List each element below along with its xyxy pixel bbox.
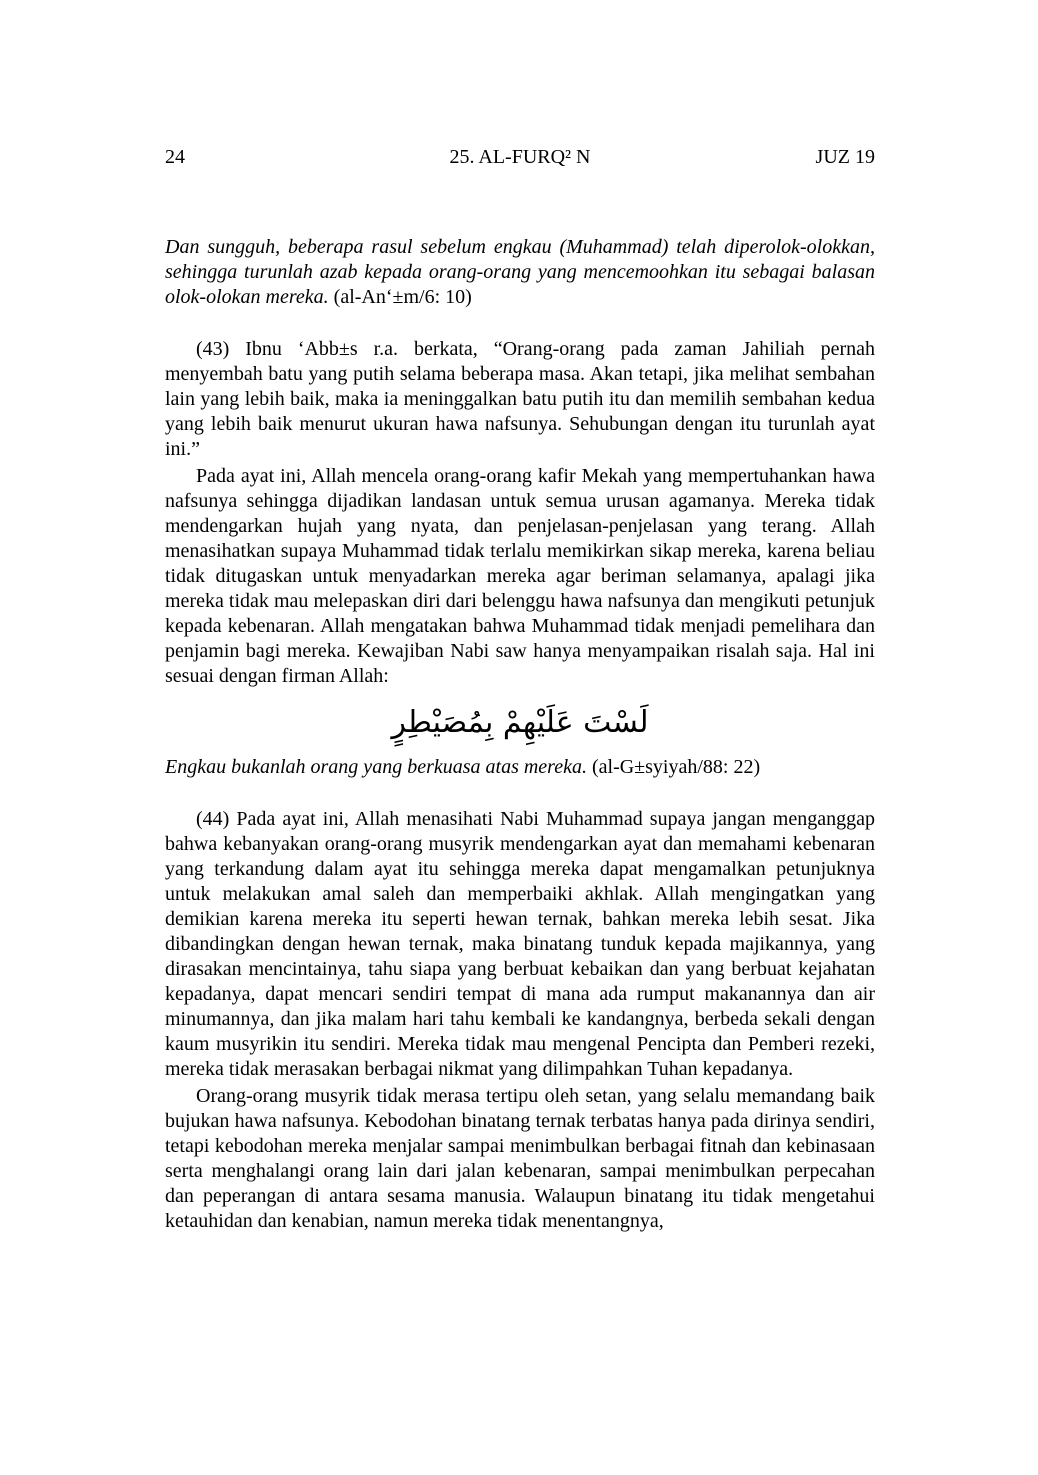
quote-translation-2 — [165, 755, 875, 780]
paragraph-44: (44) Pada ayat ini, Allah menasihati Nabi Muhammad supaya jangan menganggap bahwa kebanyakan orang-orang musyrik mendengarkan ayat dan memahami kebenaran yang terkandung dalam ayat itu sehingga mereka dapat mengamalkan petunjuknya untuk melakukan amal saleh dan memperbaiki akhlak. Allah mengingatkan yang demikian karena mereka itu seperti hewan ternak, bahkan mereka lebih sesat. Jika dibandingkan dengan hewan ternak, maka binatang tunduk kepada majikannya, yang dirasakan mencintainya, tahu siapa yang berbuat kebaikan dan yang berbuat kejahatan kepadanya, dapat mencari sendiri tempat di mana ada rumput makanannya dan air minumannya, dan jika malam hari tahu kembali ke kandangnya, berbeda sekali dengan kaum musyrikin itu sendiri. Mereka tidak mau mengenal Pencipta dan Pemberi rezeki, mereka tidak merasakan berbagai nikmat yang dilimpahkan Tuhan kepadanya. — [165, 808, 875, 1080]
paragraph-43: (43) Ibnu ‘Abb±s r.a. berkata, “Orang-orang pada zaman Jahiliah pernah menyembah batu yang putih selama beberapa masa. Akan tetapi, jika melihat sembahan lain yang lebih baik, maka ia meninggalkan batu putih itu dan memilih sembahan kedua yang lebih baik menurut ukuran hawa nafsunya. Sehubungan dengan itu turunlah ayat ini.” — [165, 338, 875, 460]
quote-translation-1 — [165, 235, 875, 310]
page-header — [165, 146, 875, 174]
chapter-title: 25. AL-FURQ² N — [449, 146, 591, 168]
paragraph-continuation: Orang-orang musyrik tidak merasa tertipu oleh setan, yang selalu memandang baik bujukan hawa nafsunya. Kebodohan binatang ternak terbatas hanya pada dirinya sendiri, tetapi kebodohan mereka menjalar sampai menimbulkan berbagai fitnah dan kebinasaan serta menghalangi orang lain dari jalan kebenaran, sampai menimbulkan perpecahan dan peperangan di antara sesama manusia. Walaupun binatang itu tidak mengetahui ketauhidan dan kenabian, namun mereka tidak menentangnya, — [165, 1085, 875, 1232]
quote-text: Engkau bukanlah orang yang berkuasa atas mereka. — [165, 756, 587, 778]
quote-reference: (al-G±syiyah/88: 22) — [586, 756, 761, 778]
page-body — [165, 235, 875, 1234]
quote-reference: (al-An‘±m/6: 10) — [328, 286, 472, 308]
juz-label: JUZ 19 — [815, 146, 875, 168]
page-number: 24 — [165, 146, 185, 168]
quote-text: Dan sungguh, beberapa rasul sebelum engkau (Muhammad) telah diperolok-olokkan, sehingga turunlah azab kepada orang-orang yang mencemoohkan itu sebagai balasan olok-olokan mereka. — [165, 236, 875, 308]
arabic-verse: لَسْتَ عَلَيْهِمْ بِمُصَيْطِرٍ — [391, 705, 649, 740]
paragraph-explanation: Pada ayat ini, Allah mencela orang-orang kafir Mekah yang mempertuhankan hawa nafsunya sehingga dijadikan landasan untuk semua urusan agamanya. Mereka tidak mendengarkan hujah yang nyata, dan penjelasan-penjelasan yang terang. Allah menasihatkan supaya Muhammad tidak terlalu memikirkan sikap mereka, karena beliau tidak ditugaskan untuk menyadarkan mereka agar beriman selamanya, apalagi jika mereka tidak mau melepaskan diri dari belenggu hawa nafsunya dan mengikuti petunjuk kepada kebenaran. Allah mengatakan bahwa Muhammad tidak menjadi pemelihara dan penjamin bagi mereka. Kewajiban Nabi saw hanya menyampaikan risalah saja. Hal ini sesuai dengan firman Allah: — [165, 465, 875, 687]
